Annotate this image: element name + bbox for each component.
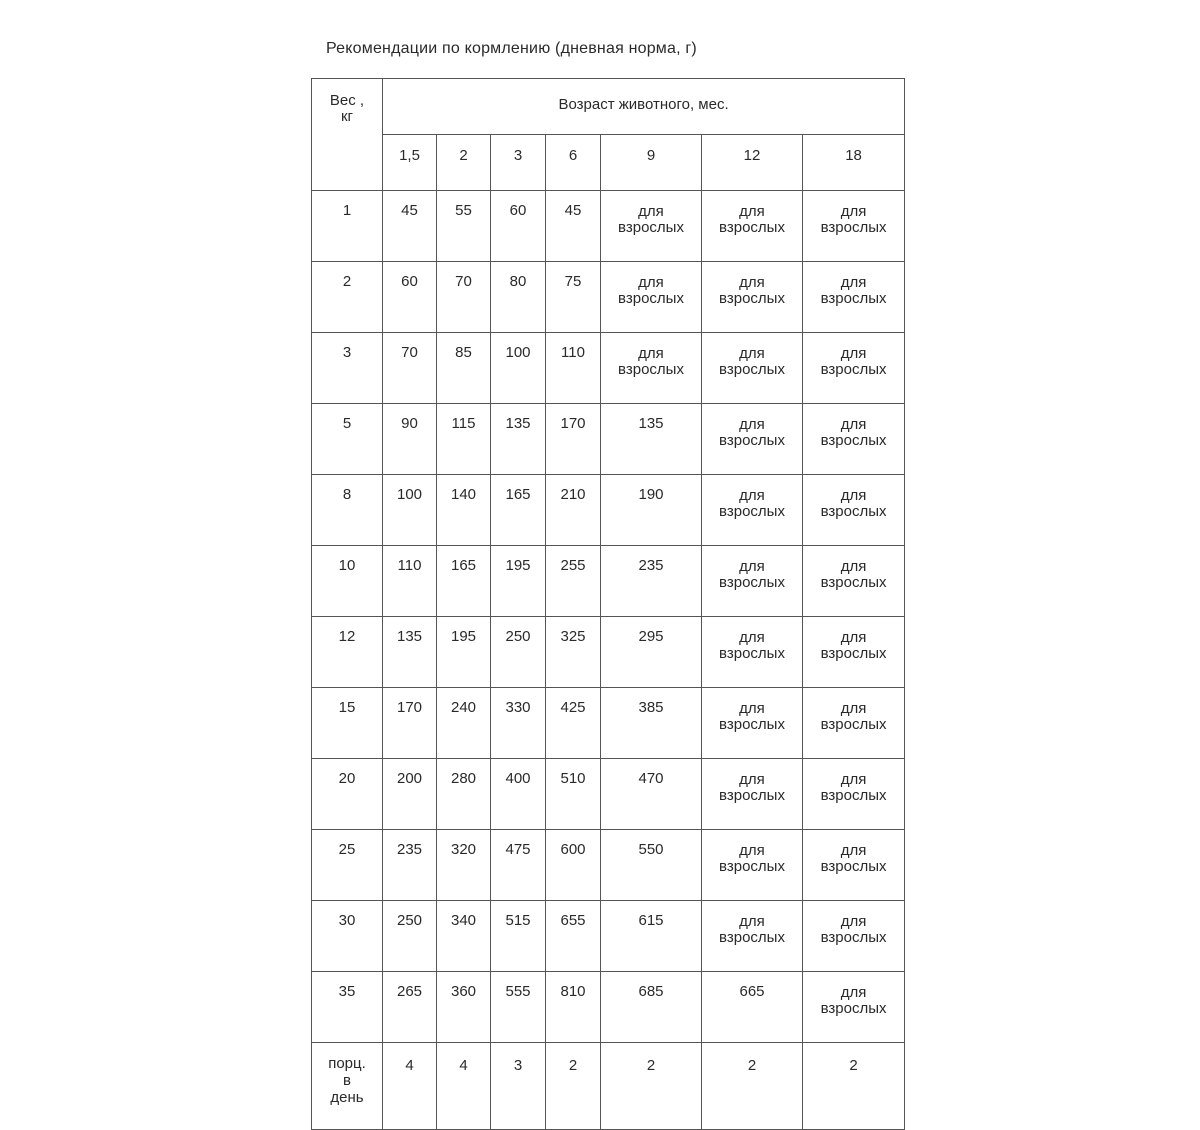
value-cell: 685 xyxy=(601,972,702,1043)
value-cell: для взрослых xyxy=(702,901,803,972)
value-cell: 400 xyxy=(491,759,546,830)
value-cell: 100 xyxy=(383,475,437,546)
age-columns-row xyxy=(312,135,905,191)
value-cell: 510 xyxy=(546,759,601,830)
value-cell: для взрослых xyxy=(803,262,905,333)
weight-cell: 15 xyxy=(312,688,383,759)
portions-row xyxy=(312,1043,905,1130)
table-row xyxy=(312,830,905,901)
value-cell: для взрослых xyxy=(803,830,905,901)
value-cell: для взрослых xyxy=(601,262,702,333)
portions-cell: 3 xyxy=(491,1043,546,1130)
value-cell: 60 xyxy=(383,262,437,333)
value-cell: для взрослых xyxy=(803,901,905,972)
value-cell: 325 xyxy=(546,617,601,688)
value-cell: для взрослых xyxy=(803,972,905,1043)
value-cell: 75 xyxy=(546,262,601,333)
value-cell: 250 xyxy=(491,617,546,688)
age-column-header: 1,5 xyxy=(383,135,437,191)
portions-cell: 2 xyxy=(702,1043,803,1130)
value-cell: для взрослых xyxy=(702,475,803,546)
value-cell: 85 xyxy=(437,333,491,404)
value-cell: 600 xyxy=(546,830,601,901)
portions-label: порц. в день xyxy=(312,1043,383,1130)
table-row xyxy=(312,901,905,972)
weight-cell: 12 xyxy=(312,617,383,688)
table-row xyxy=(312,617,905,688)
portions-cell: 2 xyxy=(546,1043,601,1130)
weight-cell: 8 xyxy=(312,475,383,546)
value-cell: для взрослых xyxy=(803,688,905,759)
weight-cell: 1 xyxy=(312,191,383,262)
table-row xyxy=(312,191,905,262)
weight-cell: 3 xyxy=(312,333,383,404)
value-cell: для взрослых xyxy=(702,688,803,759)
value-cell: 295 xyxy=(601,617,702,688)
value-cell: 100 xyxy=(491,333,546,404)
value-cell: 515 xyxy=(491,901,546,972)
age-column-header: 12 xyxy=(702,135,803,191)
value-cell: для взрослых xyxy=(803,333,905,404)
value-cell: 135 xyxy=(383,617,437,688)
value-cell: 90 xyxy=(383,404,437,475)
value-cell: 80 xyxy=(491,262,546,333)
value-cell: для взрослых xyxy=(803,546,905,617)
value-cell: 110 xyxy=(546,333,601,404)
value-cell: 190 xyxy=(601,475,702,546)
value-cell: 165 xyxy=(491,475,546,546)
value-cell: 140 xyxy=(437,475,491,546)
value-cell: для взрослых xyxy=(702,759,803,830)
value-cell: для взрослых xyxy=(601,191,702,262)
value-cell: 110 xyxy=(383,546,437,617)
weight-cell: 20 xyxy=(312,759,383,830)
portions-cell: 4 xyxy=(383,1043,437,1130)
value-cell: 425 xyxy=(546,688,601,759)
table-row xyxy=(312,546,905,617)
age-column-header: 3 xyxy=(491,135,546,191)
value-cell: 360 xyxy=(437,972,491,1043)
value-cell: для взрослых xyxy=(702,404,803,475)
value-cell: 195 xyxy=(437,617,491,688)
table-row xyxy=(312,333,905,404)
table-body xyxy=(312,79,905,1130)
value-cell: 615 xyxy=(601,901,702,972)
value-cell: 235 xyxy=(601,546,702,617)
value-cell: для взрослых xyxy=(803,617,905,688)
age-column-header: 18 xyxy=(803,135,905,191)
portions-cell: 2 xyxy=(803,1043,905,1130)
value-cell: 170 xyxy=(383,688,437,759)
value-cell: 240 xyxy=(437,688,491,759)
value-cell: 60 xyxy=(491,191,546,262)
value-cell: для взрослых xyxy=(702,830,803,901)
value-cell: 470 xyxy=(601,759,702,830)
age-column-header: 2 xyxy=(437,135,491,191)
feeding-table xyxy=(311,78,905,1130)
table-row xyxy=(312,262,905,333)
table-row xyxy=(312,759,905,830)
value-cell: для взрослых xyxy=(702,617,803,688)
value-cell: 115 xyxy=(437,404,491,475)
age-column-header: 6 xyxy=(546,135,601,191)
weight-cell: 25 xyxy=(312,830,383,901)
age-column-header: 9 xyxy=(601,135,702,191)
value-cell: для взрослых xyxy=(803,475,905,546)
portions-cell: 4 xyxy=(437,1043,491,1130)
table-row xyxy=(312,475,905,546)
value-cell: для взрослых xyxy=(702,333,803,404)
value-cell: 280 xyxy=(437,759,491,830)
weight-cell: 5 xyxy=(312,404,383,475)
value-cell: для взрослых xyxy=(702,262,803,333)
value-cell: 320 xyxy=(437,830,491,901)
value-cell: 70 xyxy=(437,262,491,333)
value-cell: 45 xyxy=(383,191,437,262)
value-cell: 810 xyxy=(546,972,601,1043)
table-row xyxy=(312,404,905,475)
value-cell: для взрослых xyxy=(803,191,905,262)
value-cell: 655 xyxy=(546,901,601,972)
value-cell: 330 xyxy=(491,688,546,759)
value-cell: для взрослых xyxy=(803,404,905,475)
weight-cell: 2 xyxy=(312,262,383,333)
value-cell: 235 xyxy=(383,830,437,901)
portions-cell: 2 xyxy=(601,1043,702,1130)
value-cell: 170 xyxy=(546,404,601,475)
value-cell: 195 xyxy=(491,546,546,617)
value-cell: 550 xyxy=(601,830,702,901)
value-cell: 255 xyxy=(546,546,601,617)
weight-cell: 35 xyxy=(312,972,383,1043)
weight-cell: 10 xyxy=(312,546,383,617)
value-cell: 135 xyxy=(601,404,702,475)
value-cell: 45 xyxy=(546,191,601,262)
value-cell: 200 xyxy=(383,759,437,830)
value-cell: 55 xyxy=(437,191,491,262)
value-cell: 555 xyxy=(491,972,546,1043)
value-cell: 165 xyxy=(437,546,491,617)
table-row xyxy=(312,688,905,759)
header-row xyxy=(312,79,905,135)
value-cell: 340 xyxy=(437,901,491,972)
value-cell: 135 xyxy=(491,404,546,475)
value-cell: 385 xyxy=(601,688,702,759)
age-header: Возраст животного, мес. xyxy=(383,79,905,135)
table-row xyxy=(312,972,905,1043)
value-cell: 250 xyxy=(383,901,437,972)
value-cell: 665 xyxy=(702,972,803,1043)
value-cell: для взрослых xyxy=(702,191,803,262)
value-cell: для взрослых xyxy=(702,546,803,617)
value-cell: 475 xyxy=(491,830,546,901)
value-cell: 70 xyxy=(383,333,437,404)
weight-header: Вес , кг xyxy=(312,79,383,191)
value-cell: для взрослых xyxy=(803,759,905,830)
value-cell: 210 xyxy=(546,475,601,546)
value-cell: 265 xyxy=(383,972,437,1043)
page-title: Рекомендации по кормлению (дневная норма, г) xyxy=(326,40,697,57)
weight-cell: 30 xyxy=(312,901,383,972)
value-cell: для взрослых xyxy=(601,333,702,404)
